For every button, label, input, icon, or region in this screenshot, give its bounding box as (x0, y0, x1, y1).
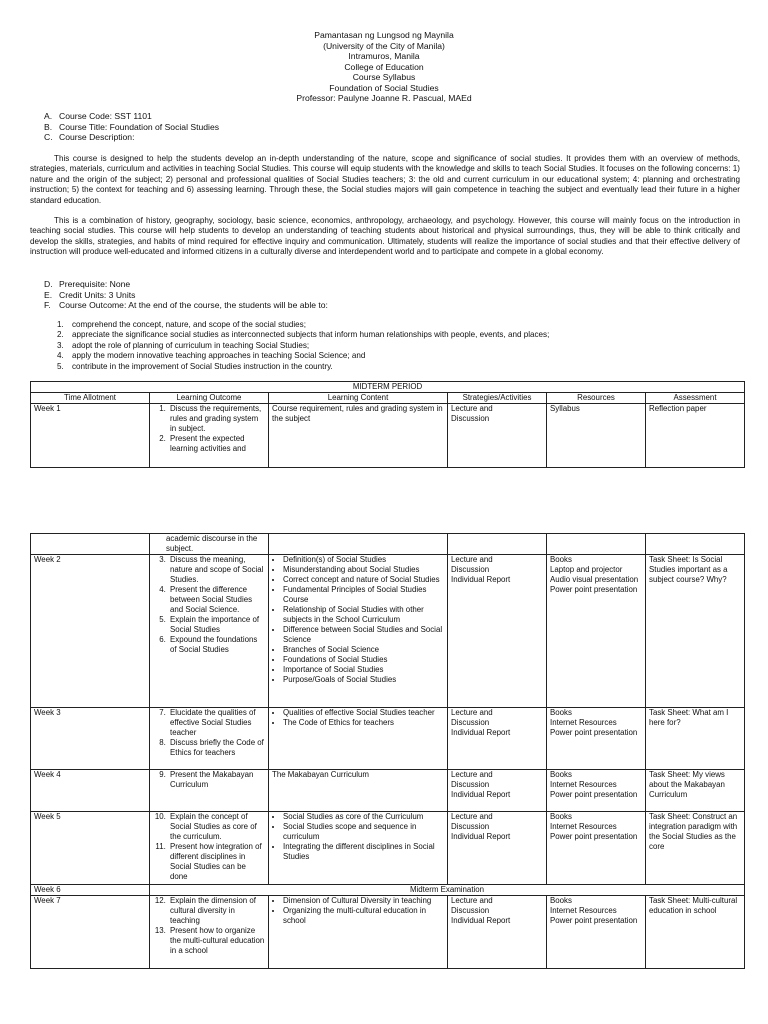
document-header (0, 30, 768, 104)
resources-cell: Syllabus (547, 404, 646, 468)
college-name: College of Education (344, 61, 424, 72)
strategies-cell: Lecture and Discussion Individual Report (448, 708, 547, 770)
table-row (31, 555, 745, 708)
strategies-cell: Lecture and Discussion Individual Report (448, 896, 547, 969)
header-time-allotment: Time Allotment (31, 393, 150, 404)
professor-line: Professor: Paulyne Joanne R. Pascual, MAEd (296, 93, 472, 103)
header-strategies: Strategies/Activities (448, 393, 547, 404)
description-paragraph-1: This course is designed to help the students develop an in-depth understanding of the nature, scope and significance of social studies. It provides them with an overview of methods, strategies, materials, curriculum and activities in teaching Social Studies. This course will equip students with the knowledge and skills to teach Social Studies. It focuses on the following concerns: 1) nature and the origin of the subject; 2) personal and professional qualities of Social Studies teachers; 3: the old and current curriculum in our educational system; 4: planning and orchestrating instruction; 5) the context for teaching and 6) assessing learning. Through these, the Social studies majors will gain competence in teaching the subject and eventually lead their future in a higher standard education. (30, 154, 740, 205)
university-name-english: (University of the City of Manila) (323, 40, 445, 51)
header-learning-outcome: Learning Outcome (150, 393, 269, 404)
course-outcomes-list (57, 320, 737, 372)
resources-cell: Books Internet Resources Power point presentation (547, 708, 646, 770)
outcome-cell: 7. Elucidate the qualities of effective Social Studies teacher 8. Discuss briefly the Code of Ethics for teachers (150, 708, 269, 770)
content-cell: • Dimension of Cultural Diversity in teaching • Organizing the multi-cultural education in school (269, 896, 448, 969)
course-title-item: B. Course Title: Foundation of Social Studies (44, 121, 220, 132)
outcome-item: 2. appreciate the significance social studies as interconnected subjects that inform human relationships with people, events, and places; (57, 330, 550, 340)
table-row (31, 770, 745, 812)
table-row (31, 534, 745, 555)
assessment-cell: Reflection paper (646, 404, 745, 468)
table-row (31, 708, 745, 770)
outcome-item: 5. contribute in the improvement of Social Studies instruction in the country. (57, 361, 333, 371)
document-type: Course Syllabus (352, 72, 416, 82)
content-cell: • Social Studies as core of the Curriculum • Social Studies scope and sequence in curriculum • Integrating the different disciplines in Social Studies (269, 812, 448, 885)
description-paragraph-2: This is a combination of history, geography, sociology, basic science, economics, anthropology, archaeology, and psychology. However, this course will mainly focus on the introduction in teaching social studies. This course will help students to develop an understanding of teaching students about historical and physical surroundings, thus, they will be able to think critically and develop the skills, strategies, and habits of mind required for effective inquiry and communication. Ultimately, students will realize the importance of social studies and that their effective delivery of instruction will produce well-educated and informed citizens in a culturally diverse and interdependent world and to participate and compete in a global economy. (30, 216, 740, 257)
outcome-cell: 9. Present the Makabayan Curriculum (150, 770, 269, 812)
outcome-item: 1. comprehend the concept, nature, and scope of the social studies; (57, 320, 306, 329)
content-cell: • Definition(s) of Social Studies • Misunderstanding about Social Studies • Correct concept and nature of Social Studies • Fundamental Principles of Social Studies Course • Relationship of Social Studies with other subjects in the School Curriculum • Difference between Social Studies and Social Science • Branches of Social Science • Foundations of Social Studies • Importance of Social Studies • Purpose/Goals of Social Studies (269, 555, 448, 708)
course-info-bottom (44, 279, 744, 311)
assessment-cell: Task Sheet: What am I here for? (646, 708, 745, 770)
course-name: Foundation of Social Studies (329, 82, 439, 93)
strategies-cell: Lecture and Discussion Individual Report (448, 812, 547, 885)
header-assessment: Assessment (646, 393, 745, 404)
assessment-cell: Task Sheet: Construct an integration paradigm with the Social Studies as the core (646, 812, 745, 885)
table-row (31, 812, 745, 885)
prerequisite-item: D. Prerequisite: None (44, 279, 131, 289)
outcome-item: 3. adopt the role of planning of curriculum in teaching Social Studies; (57, 340, 310, 350)
outcome-cell: 1. Discuss the requirements, rules and grading system in subject. 2. Present the expected learning activities and (150, 404, 269, 468)
course-code-item: A. Course Code: SST 1101 (44, 111, 152, 121)
course-info-top (44, 111, 744, 143)
course-outcome-heading: F. Course Outcome: At the end of the course, the students will be able to: (44, 300, 328, 310)
time-cell: Week 3 (31, 708, 150, 770)
period-title: MIDTERM PERIOD (31, 382, 745, 393)
header-resources: Resources (547, 393, 646, 404)
strategies-cell: Lecture and Discussion (448, 404, 547, 468)
time-cell: Week 4 (31, 770, 150, 812)
content-cell: • Qualities of effective Social Studies teacher • The Code of Ethics for teachers (269, 708, 448, 770)
time-cell: Week 2 (31, 555, 150, 708)
outcome-cell: 10. Explain the concept of Social Studies as core of the curriculum. 11. Present how integration of different disciplines in Social Studies can be done (150, 812, 269, 885)
resources-cell: Books Internet Resources Power point presentation (547, 812, 646, 885)
time-cell: Week 5 (31, 812, 150, 885)
credit-units-item: E. Credit Units: 3 Units (44, 289, 136, 300)
table-row (31, 885, 745, 896)
header-learning-content: Learning Content (269, 393, 448, 404)
content-cell: Course requirement, rules and grading system in the subject (269, 404, 448, 468)
resources-cell: Books Internet Resources Power point presentation (547, 770, 646, 812)
university-location: Intramuros, Manila (348, 51, 420, 61)
assessment-cell: Task Sheet: Is Social Studies important as a subject course? Why? (646, 555, 745, 708)
strategies-cell: Lecture and Discussion Individual Report (448, 770, 547, 812)
strategies-cell: Lecture and Discussion Individual Report (448, 555, 547, 708)
table-row (31, 404, 745, 468)
table-row (31, 896, 745, 969)
resources-cell: Books Internet Resources Power point presentation (547, 896, 646, 969)
syllabus-table-part-1 (30, 381, 745, 468)
university-name: Pamantasan ng Lungsod ng Maynila (314, 30, 454, 40)
outcome-cell: academic discourse in the subject. (150, 534, 269, 555)
course-description-heading: C. Course Description: (44, 132, 135, 142)
midterm-exam-cell: Midterm Examination (150, 885, 745, 896)
assessment-cell: Task Sheet: My views about the Makabayan Curriculum (646, 770, 745, 812)
resources-cell: Books Laptop and projector Audio visual presentation Power point presentation (547, 555, 646, 708)
time-cell: Week 6 (31, 885, 150, 896)
outcome-cell: 3. Discuss the meaning, nature and scope of Social Studies. 4. Present the difference between Social Studies and Social Science. 5. Explain the importance of Social Studies 6. Expound the foundations of Social Studies (150, 555, 269, 708)
time-cell: Week 1 (31, 404, 150, 468)
time-cell: Week 7 (31, 896, 150, 969)
content-cell: The Makabayan Curriculum (269, 770, 448, 812)
outcome-cell: 12. Explain the dimension of cultural diversity in teaching 13. Present how to organize the multi-cultural education in a school (150, 896, 269, 969)
outcome-item: 4. apply the modern innovative teaching approaches in teaching Social Science; and (57, 351, 366, 361)
syllabus-table-part-2 (30, 533, 745, 969)
assessment-cell: Task Sheet: Multi-cultural education in school (646, 896, 745, 969)
